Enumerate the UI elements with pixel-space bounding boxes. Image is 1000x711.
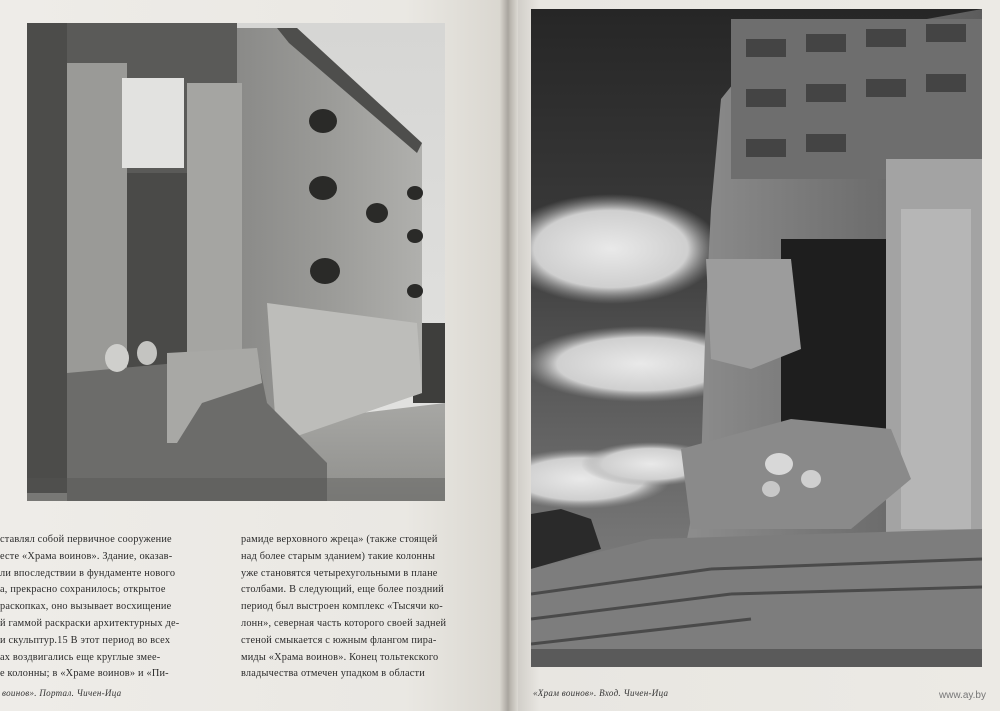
text-line: ах воздвигались еще круглые змее- bbox=[0, 651, 161, 663]
serpent-head-photo-icon bbox=[531, 9, 982, 667]
text-line: есте «Храма воинов». Здание, оказав- bbox=[0, 550, 173, 562]
watermark: www.ay.by bbox=[938, 690, 986, 701]
text-line: миды «Храма воинов». Конец тольтекского bbox=[241, 651, 439, 663]
text-line: столбами. В следующий, еще более поздний bbox=[241, 584, 444, 596]
text-line: рамиде верховного жреца» (также стоящей bbox=[241, 534, 438, 545]
text-line: е колонны; в «Храме воинов» и «Пи- bbox=[0, 668, 169, 680]
book-gutter bbox=[500, 0, 518, 711]
text-line: и скульптур.15 В этот период во всех bbox=[0, 634, 171, 646]
text-line: раскопках, оно вызывает восхищение bbox=[0, 601, 172, 613]
text-line: ли впоследствии в фундаменте нового bbox=[0, 567, 176, 579]
left-photo-caption: воинов». Портал. Чичен-Ица bbox=[2, 688, 122, 698]
text-line: стеной смыкается с южным флангом пира- bbox=[241, 634, 437, 646]
serpent-head-photo bbox=[531, 9, 982, 667]
text-line: й гаммой раскраски архитектурных де- bbox=[0, 617, 180, 629]
text-line: а, прекрасно сохранилось; открытое bbox=[0, 584, 166, 596]
text-line: уже становятся четырехугольными в плане bbox=[241, 567, 438, 579]
temple-portal-photo bbox=[27, 23, 445, 501]
text-line: период был выстроен комплекс «Тысячи ко- bbox=[241, 601, 443, 613]
text-line: лонн», северная часть которого своей задней bbox=[241, 617, 447, 629]
text-line: над более старым зданием) такие колонны bbox=[241, 550, 436, 562]
text-line: ставлял собой первичное сооружение bbox=[0, 534, 172, 545]
body-text-column-a bbox=[0, 532, 228, 683]
temple-portal-photo-icon bbox=[27, 23, 445, 501]
text-line: владычества отмечен упадком в области bbox=[241, 668, 425, 680]
right-photo-caption: «Храм воинов». Вход. Чичен-Ица bbox=[533, 688, 669, 698]
body-text-column-b bbox=[241, 532, 471, 683]
